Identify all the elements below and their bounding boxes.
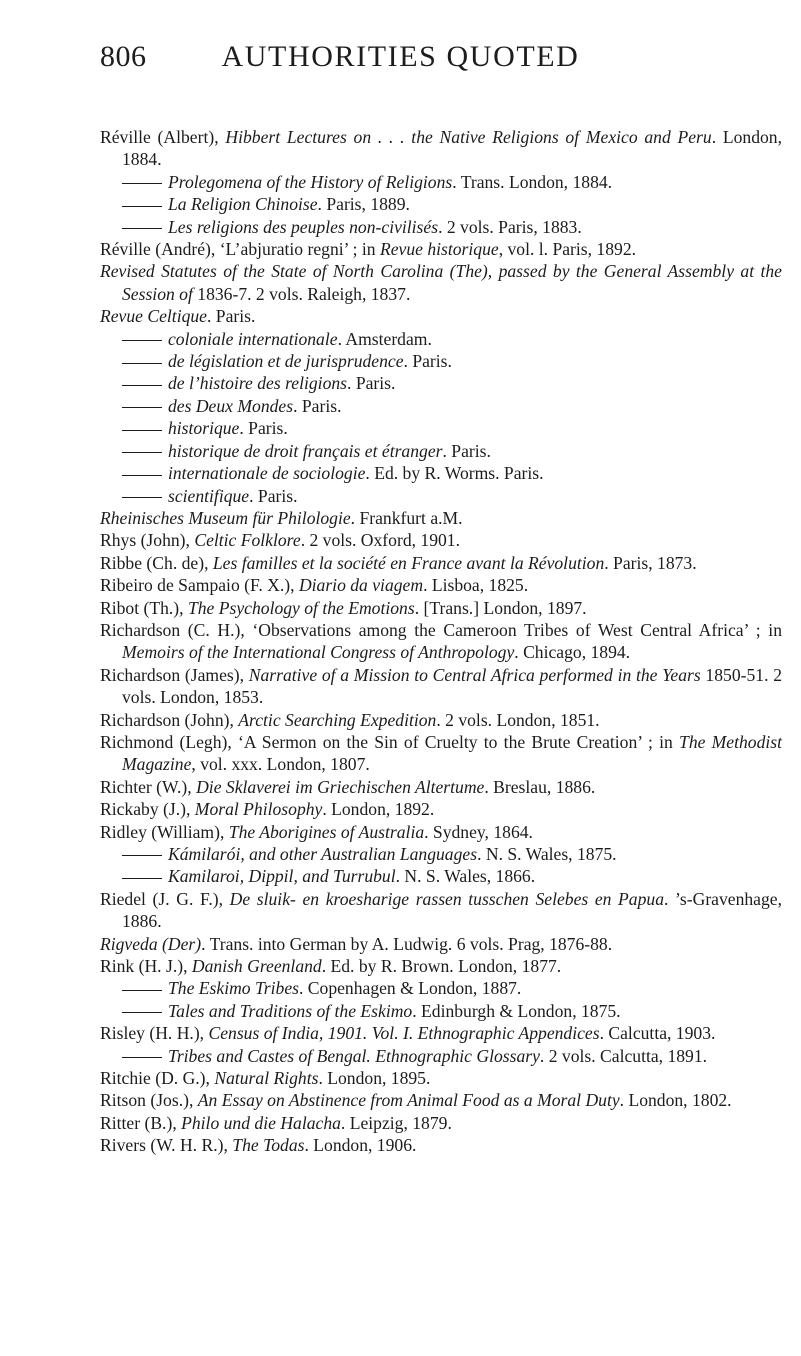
ditto-dash [122,475,162,476]
entry-title: Tribes and Castes of Bengal. Ethnographic Glossary [168,1045,540,1066]
bibliography-entry [100,821,782,843]
bibliography-entry [100,574,782,596]
bibliography-entry [100,238,782,260]
ditto-dash [122,340,162,341]
entry-author: Risley (H. H.), [100,1023,209,1044]
entry-publication: . Ed. by R. Brown. London, 1877. [321,956,562,977]
bibliography-entry [100,462,782,484]
bibliography-entry [100,1134,782,1156]
entry-title: Die Sklaverei im Griechischen Altertume [196,776,485,797]
entry-title: De sluik- en kroesharige rassen tusschen Selebes en Papua [229,888,664,909]
entry-publication: . Calcutta, 1903. [599,1023,716,1044]
bibliography-list [100,126,782,1157]
entry-publication: . London, 1884. [122,127,782,170]
ditto-dash [122,206,162,207]
bibliography-entry [100,955,782,977]
entry-title: Hibbert Lectures on . . . the Native Religions of Mexico and Peru [225,127,712,147]
entry-publication: . 2 vols. London, 1851. [436,709,600,730]
bibliography-entry [100,417,782,439]
entry-author: Ribbe (Ch. de), [100,552,213,573]
entry-publication: . Sydney, 1864. [424,821,533,842]
bibliography-entry [100,731,782,776]
entry-publication: 1836-7. 2 vols. Raleigh, 1837. [192,283,411,304]
entry-publication: . Paris. [347,373,396,394]
entry-author: Ritson (Jos.), [100,1090,198,1111]
ditto-dash [122,452,162,453]
bibliography-entry [100,372,782,394]
bibliography-entry [100,664,782,709]
entry-publication: . Paris, 1889. [317,194,410,215]
bibliography-entry [100,1022,782,1044]
entry-title: Danish Greenland [191,956,322,977]
entry-title: Celtic Folklore [194,530,301,551]
bibliography-entry [100,843,782,865]
entry-title: Rheinisches Museum für Philologie [100,507,351,528]
entry-title: The Psychology of the Emotions [187,597,415,618]
entry-author: Ritter (B.), [100,1112,182,1133]
bibliography-entry [100,260,782,305]
entry-author: Rivers (W. H. R.), [100,1135,233,1156]
entry-title: Memoirs of the International Congress of Anthropology [122,642,515,663]
entry-title: La Religion Chinoise [168,194,318,215]
entry-publication: . N. S. Wales, 1875. [477,844,617,864]
entry-publication: . 2 vols. Calcutta, 1891. [539,1045,708,1066]
entry-publication: . Paris. [442,440,491,461]
entry-title: coloniale internationale [168,328,338,349]
entry-publication: . 2 vols. Oxford, 1901. [300,530,461,551]
entry-author: Richmond (Legh), ‘A Sermon on the Sin of Cruelty to the Brute Creation’ ; in [100,731,680,752]
bibliography-entry [100,171,782,193]
entry-publication: . Trans. into German by A. Ludwig. 6 vols. Prag, 1876-88. [201,933,613,954]
bibliography-entry [100,798,782,820]
entry-author: Ridley (William), [100,821,229,842]
entry-publication: . ’s-Gravenhage, 1886. [122,888,782,932]
entry-title: de législation et de jurisprudence [168,351,404,372]
entry-title: Revue Celtique [100,306,207,327]
entry-author: Réville (Albert), [100,127,226,147]
entry-title: The Todas [232,1135,305,1156]
entry-title: des Deux Mondes [168,395,294,416]
ditto-dash [122,1012,162,1013]
entry-title: Moral Philosophy [194,799,323,820]
ditto-dash [122,363,162,364]
bibliography-entry [100,619,782,664]
bibliography-entry [100,485,782,507]
bibliography-entry [100,529,782,551]
entry-publication: 1850-51. 2 vols. London, 1853. [122,664,783,708]
entry-publication: . London, 1802. [619,1090,732,1111]
bibliography-entry [100,193,782,215]
entry-publication: , vol. l. Paris, 1892. [498,239,637,260]
ditto-dash [122,407,162,408]
entry-author: Ribot (Th.), [100,597,188,618]
ditto-dash [122,855,162,856]
page-number: 806 [100,40,147,73]
entry-author: Ribeiro de Sampaio (F. X.), [100,575,299,596]
entry-publication: . London, 1895. [318,1068,431,1089]
entry-publication: . Paris. [249,485,298,506]
ditto-dash [122,878,162,879]
entry-author: Richter (W.), [100,776,197,797]
entry-publication: . London, 1892. [322,799,435,820]
bibliography-entry [100,933,782,955]
entry-publication: . Chicago, 1894. [514,642,631,663]
bibliography-entry [100,709,782,731]
ditto-dash [122,183,162,184]
entry-publication: , vol. xxx. London, 1807. [191,754,370,775]
entry-title: Les religions des peuples non-civilisés [168,216,439,237]
entry-publication: . Paris. [239,418,288,439]
page-header [0,40,801,90]
entry-title: The Methodist Magazine [122,731,782,775]
entry-author: Rink (H. J.), [100,956,192,977]
entry-publication: . Paris. [293,395,342,416]
bibliography-entry [100,776,782,798]
bibliography-entry [100,1112,782,1134]
entry-publication: . Amsterdam. [337,328,432,349]
bibliography-entry [100,865,782,887]
bibliography-entry [100,126,782,171]
bibliography-entry [100,216,782,238]
entry-title: Prolegomena of the History of Religions [168,171,453,192]
entry-author: Riedel (J. G. F.), [100,888,230,909]
bibliography-entry [100,328,782,350]
entry-title: Les familles et la société en France avant la Révolution [212,552,605,573]
entry-title: Rigveda (Der) [100,933,202,954]
entry-publication: . Breslau, 1886. [484,776,596,797]
entry-title: Philo und die Halacha [181,1112,341,1133]
entry-publication: . Frankfurt a.M. [350,507,463,528]
entry-title: de l’histoire des religions [168,373,348,394]
ditto-dash [122,385,162,386]
entry-title: historique [168,418,240,439]
bibliography-entry [100,507,782,529]
running-head: AUTHORITIES QUOTED [221,40,580,73]
entry-title: The Eskimo Tribes [168,978,299,999]
bibliography-entry [100,597,782,619]
entry-publication: . Trans. London, 1884. [452,171,613,192]
entry-author: Rickaby (J.), [100,799,195,820]
entry-publication: . Ed. by R. Worms. Paris. [365,463,544,484]
ditto-dash [122,228,162,229]
ditto-dash [122,497,162,498]
entry-title: Tales and Traditions of the Eskimo [168,1000,413,1021]
bibliography-entry [100,1000,782,1022]
entry-title: Census of India, 1901. Vol. I. Ethnographic Appendices [208,1023,600,1044]
bibliography-entry [100,888,782,933]
bibliography-entry [100,305,782,327]
entry-publication: . London, 1906. [304,1135,417,1156]
entry-title: scientifique [168,485,250,506]
entry-publication: . Paris. [403,351,452,372]
entry-author: Réville (André), ‘L’abjuratio regni’ ; in [100,239,380,260]
entry-publication: . [Trans.] London, 1897. [414,597,587,618]
entry-publication: . 2 vols. Paris, 1883. [438,216,582,237]
entry-author: Rhys (John), [100,530,195,551]
bibliography-entry [100,395,782,417]
entry-title: Revue historique [379,239,499,260]
entry-publication: . Paris. [206,306,256,327]
ditto-dash [122,1057,162,1058]
entry-author: Richardson (John), [100,709,239,730]
entry-title: The Aborigines of Australia [228,821,425,842]
entry-publication: . Edinburgh & London, 1875. [412,1000,621,1021]
ditto-dash [122,430,162,431]
entry-author: Richardson (James), [100,664,249,685]
entry-title: Arctic Searching Expedition [238,709,437,730]
entry-publication: . N. S. Wales, 1866. [395,866,536,887]
bibliography-entry [100,1089,782,1111]
entry-publication: . Leipzig, 1879. [340,1112,452,1133]
bibliography-entry [100,1045,782,1067]
entry-author: Richardson (C. H.), ‘Observations among the Cameroon Tribes of West Central Africa’ ; in [100,619,782,640]
entry-title: Kamilaroi, Dippil, and Turrubul [168,866,396,887]
bibliography-entry [100,350,782,372]
entry-title: historique de droit français et étranger [168,440,443,461]
entry-publication: . Lisboa, 1825. [423,575,529,596]
entry-title: Natural Rights [214,1068,319,1089]
ditto-dash [122,990,162,991]
bibliography-entry [100,552,782,574]
bibliography-entry [100,440,782,462]
entry-author: Ritchie (D. G.), [100,1068,215,1089]
entry-title: Kámilarói, and other Australian Languages [168,844,478,864]
bibliography-entry [100,1067,782,1089]
entry-publication: . Paris, 1873. [604,552,697,573]
entry-title: Narrative of a Mission to Central Africa performed in the Years [248,664,701,685]
entry-publication: . Copenhagen & London, 1887. [298,978,522,999]
entry-title: Diario da viagem [298,575,424,596]
entry-title: Revised Statutes of the State of North Carolina (The), passed by the General Assembly at the Session of [100,261,782,304]
entry-title: internationale de sociologie [168,463,366,484]
bibliography-entry [100,977,782,999]
entry-title: An Essay on Abstinence from Animal Food as a Moral Duty [197,1090,620,1111]
